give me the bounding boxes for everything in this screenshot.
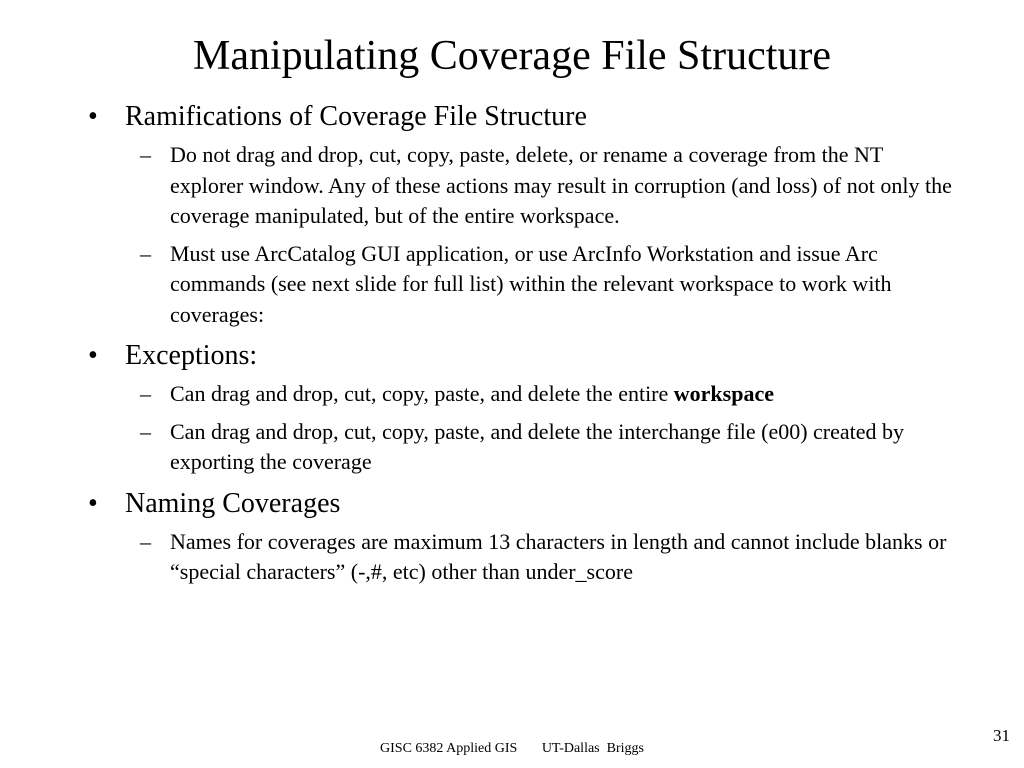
bullet-text: Ramifications of Coverage File Structure (125, 101, 587, 132)
sub-bullet-text-prefix: Can drag and drop, cut, copy, paste, and delete the entire (170, 381, 674, 406)
bullet-marker: • (88, 101, 98, 132)
bullet-marker: • (88, 487, 98, 519)
bullet-naming-coverages (84, 485, 954, 523)
sub-marker: – (140, 418, 151, 444)
sub-bullet-text: Can drag and drop, cut, copy, paste, and delete the interchange file (e00) created by exporting the coverage (170, 418, 905, 474)
sub-bullet-no-drag-drop (84, 140, 954, 232)
sub-bullet-must-use-arccatalog (84, 239, 954, 331)
bullet-text: Exceptions: (125, 340, 258, 371)
bullet-marker: • (88, 340, 98, 371)
page-number: 31 (993, 726, 1010, 745)
bullet-exceptions (84, 337, 954, 375)
sub-marker: – (140, 381, 151, 406)
sub-bullet-text: Do not drag and drop, cut, copy, paste, delete, or rename a coverage from the NT explorer window. Any of these actions may result in corruption (and loss) of not only the coverage manipulated, but of the entire workspace. (170, 142, 952, 228)
sub-bullet-text (170, 381, 774, 406)
sub-bullet-text: Must use ArcCatalog GUI application, or use ArcInfo Workstation and issue Arc commands (see next slide for full list) within the relevant workspace to work with coverages: (170, 240, 892, 327)
sub-bullet-name-rules (84, 527, 954, 588)
sub-bullet-e00-exception (84, 417, 954, 478)
slide-content (84, 98, 954, 595)
slide-footer: GISC 6382 Applied GIS UT-Dallas Briggs (380, 741, 644, 756)
sub-bullet-text-bold: workspace (673, 381, 774, 406)
slide-title: Manipulating Coverage File Structure (192, 33, 832, 79)
sub-marker: – (140, 240, 151, 266)
bullet-ramifications (84, 98, 954, 136)
sub-marker: – (140, 528, 151, 554)
sub-bullet-workspace-exception (84, 379, 954, 410)
sub-bullet-text: Names for coverages are maximum 13 characters in length and cannot include blanks or “special characters” (-,#, etc) other than under_score (170, 528, 947, 584)
sub-marker: – (140, 142, 151, 167)
bullet-text: Naming Coverages (125, 487, 341, 519)
